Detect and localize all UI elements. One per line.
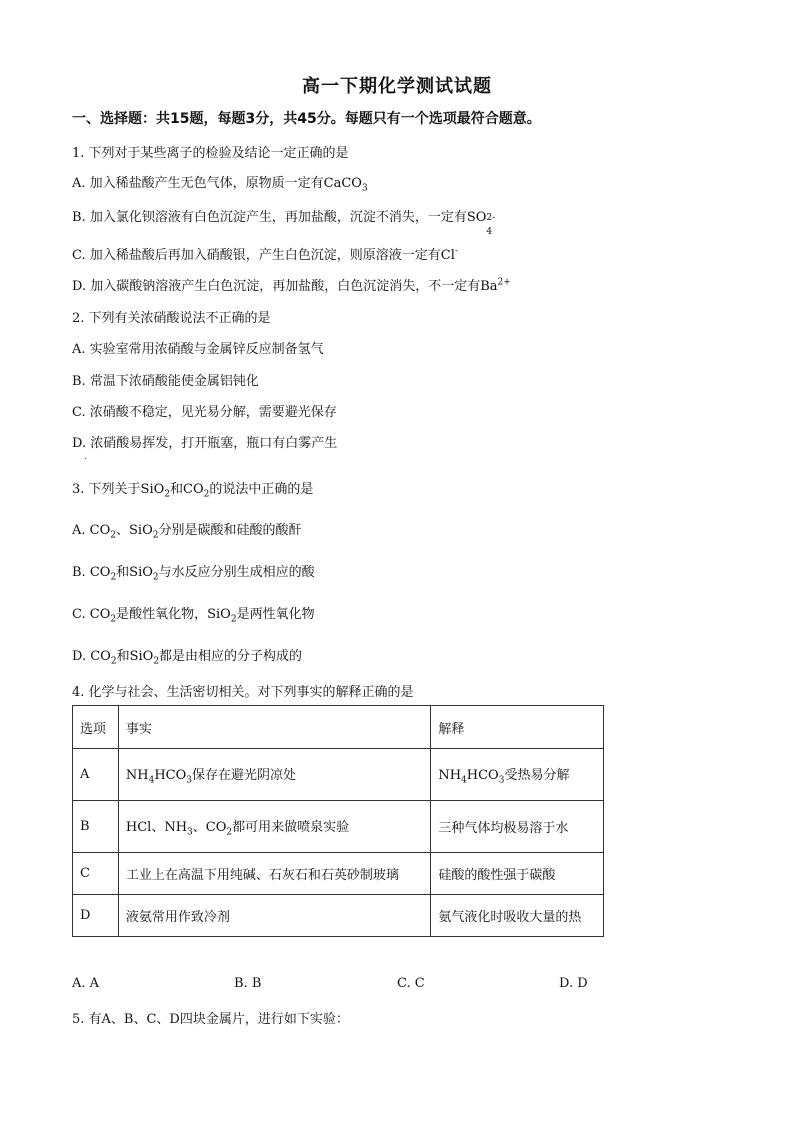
row-a-explanation: $NH_4HCO_3$受热易分解 bbox=[431, 749, 604, 801]
answer-option-d[interactable]: D. D bbox=[559, 976, 588, 991]
row-a-option: A bbox=[73, 749, 119, 801]
row-d-option: D bbox=[73, 895, 119, 937]
row-b-option: B bbox=[73, 801, 119, 853]
header-fact: 事实 bbox=[118, 706, 430, 749]
row-d-explanation: 氨气液化时吸收大量的热 bbox=[431, 895, 604, 937]
facts-table bbox=[72, 705, 604, 937]
table-row bbox=[73, 749, 604, 801]
question-4-stem: 4. 化学与社会、生活密切相关。对下列事实的解释正确的是 bbox=[72, 685, 414, 700]
question-3-option-b: B. $CO_2$和SiO$_2$与水反应分别生成相应的酸 bbox=[72, 565, 315, 583]
table-header-row bbox=[73, 706, 604, 749]
question-2-stem: 2. 下列有关浓硝酸说法不正确的是 bbox=[72, 311, 271, 326]
stray-mark: . bbox=[84, 452, 87, 461]
table-row bbox=[73, 853, 604, 895]
question-2-option-a: A. 实验室常用浓硝酸与金属锌反应制备氢气 bbox=[72, 342, 324, 357]
question-3-option-c: C. $CO_2$是酸性氧化物，SiO$_2$是两性氧化物 bbox=[72, 607, 315, 625]
question-3-option-d: D. $CO_2$和SiO$_2$都是由相应的分子构成的 bbox=[72, 649, 303, 667]
section-heading: 一、选择题：共15题，每题3分，共45分。每题只有一个选项最符合题意。 bbox=[72, 111, 541, 127]
question-1-option-d: D. 加入碳酸钠溶液产生白色沉淀，再加盐酸，白色沉淀消失，不一定有$Ba^{2+}$ bbox=[72, 277, 511, 294]
table-row bbox=[73, 801, 604, 853]
row-b-fact: HCl、$NH_3$、$CO_2$都可用来做喷泉实验 bbox=[118, 801, 430, 853]
question-5-stem: 5. 有A、B、C、D四块金属片，进行如下实验： bbox=[72, 1012, 349, 1027]
row-c-option: C bbox=[73, 853, 119, 895]
header-explanation: 解释 bbox=[431, 706, 604, 749]
row-c-fact: 工业上在高温下用纯碱、石灰石和石英砂制玻璃 bbox=[118, 853, 430, 895]
row-b-explanation: 三种气体均极易溶于水 bbox=[431, 801, 604, 853]
header-option: 选项 bbox=[73, 706, 119, 749]
question-1-option-a: A. 加入稀盐酸产生无色气体，原物质一定有CaCO$_3$ bbox=[72, 176, 368, 194]
question-2-option-c: C. 浓硝酸不稳定，见光易分解，需要避光保存 bbox=[72, 405, 337, 420]
question-1-option-b: B. 加入氯化钡溶液有白色沉淀产生，再加盐酸，沉淀不消失，一定有SO 2- 4 bbox=[72, 210, 496, 237]
row-d-fact: 液氨常用作致冷剂 bbox=[118, 895, 430, 937]
question-2-option-b: B. 常温下浓硝酸能使金属铝钝化 bbox=[72, 374, 259, 389]
answer-option-b[interactable]: B. B bbox=[234, 976, 262, 991]
page-title: 高一下期化学测试试题 bbox=[302, 76, 492, 97]
question-3-stem: 3. 下列关于SiO$_2$和$CO_2$的说法中正确的是 bbox=[72, 482, 314, 500]
question-2-option-d: D. 浓硝酸易挥发，打开瓶塞，瓶口有白雾产生 bbox=[72, 436, 338, 451]
question-1-stem: 1. 下列对于某些离子的检验及结论一定正确的是 bbox=[72, 146, 349, 161]
row-c-explanation: 硅酸的酸性强于碳酸 bbox=[431, 853, 604, 895]
row-a-fact: $NH_4HCO_3$保存在避光阴凉处 bbox=[118, 749, 430, 801]
question-3-option-a: A. $CO_2$、SiO$_2$分别是碳酸和硅酸的酸酐 bbox=[72, 523, 302, 541]
answer-option-a[interactable]: A. A bbox=[72, 976, 100, 991]
table-row bbox=[73, 895, 604, 937]
question-1-option-c: C. 加入稀盐酸后再加入硝酸银，产生白色沉淀，则原溶液一定有Cl- bbox=[72, 246, 458, 263]
answer-option-c[interactable]: C. C bbox=[397, 976, 425, 991]
